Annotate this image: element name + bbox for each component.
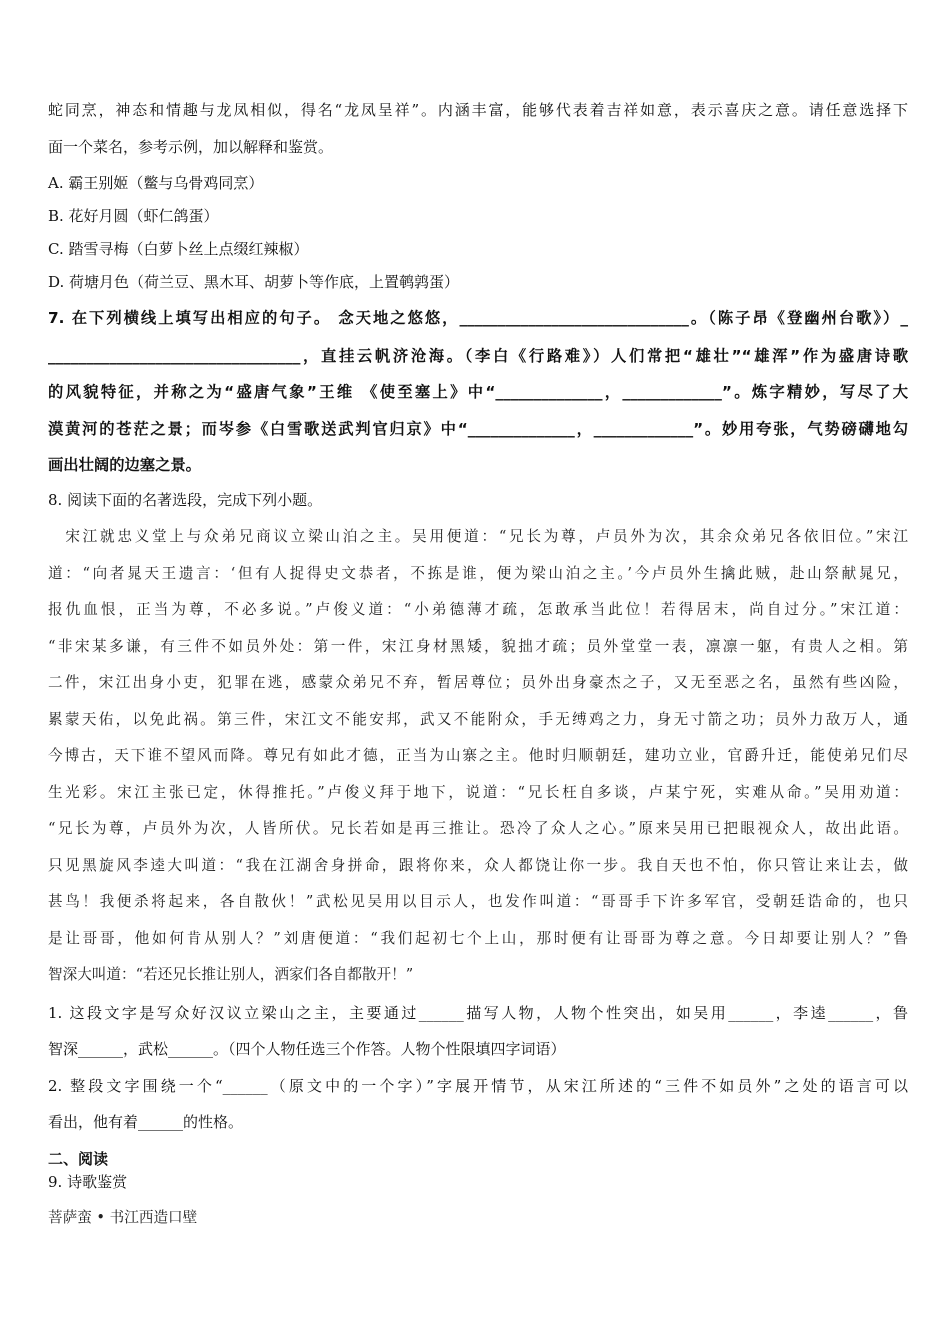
option-d: D. 荷塘月色（荷兰豆、黑木耳、胡萝卜等作底，上置鹌鹑蛋） xyxy=(48,273,460,291)
poem-title: 菩萨蛮 • 书江西造口壁 xyxy=(48,1209,198,1226)
passage-line: 只见黑旋风李逵大叫道：“我在江湖舍身拼命，跟将你来，众人都饶让你一步。我自天也不怕，你只管让来让去，做 xyxy=(48,857,908,874)
passage-line: 累蒙天佑，以免此祸。第三件，宋江文不能安邦，武又不能附众，手无缚鸡之力，身无寸箭之功；员外力敌万人，通 xyxy=(48,711,908,728)
q7-line-5: 画出壮阔的边塞之景。 xyxy=(48,456,201,474)
option-a: A. 霸王别姬（鳖与乌骨鸡同烹） xyxy=(48,174,264,192)
q8-title: 8. 阅读下面的名著选段，完成下列小题。 xyxy=(48,491,323,509)
q9-title: 9. 诗歌鉴赏 xyxy=(48,1173,128,1191)
passage-line: 道：“向者晁天王遗言：‘但有人捉得史文恭者，不拣是谁，便为梁山泊之主。’今卢员外生擒此贼，赴山祭献晁兄， xyxy=(48,565,908,582)
passage-line: “兄长为尊，卢员外为次，人皆所伏。兄长若如是再三推让。恐冷了众人之心。”原来吴用已把眼视众人，故出此语。 xyxy=(48,820,908,837)
option-b: B. 花好月圆（虾仁鸽蛋） xyxy=(48,207,219,225)
q7-line-2: _________________________________，直挂云帆济沧海。（李白《行路难》）人们常把“雄壮”“雄浑”作为盛唐诗歌 xyxy=(48,347,908,365)
passage-line: “非宋某多谦，有三件不如员外处：第一件，宋江身材黑矮，貌拙才疏；员外堂堂一表，凛凛一躯，有贵人之相。第 xyxy=(48,638,908,655)
sub-question-1-line-2: 智深______，武松______。（四个人物任选三个作答。人物个性限填四字词语） xyxy=(48,1040,566,1058)
intro-line-2: 面一个菜名，参考示例，加以解释和鉴赏。 xyxy=(48,138,334,156)
passage-line: 二件，宋江出身小吏，犯罪在逃，感蒙众弟兄不弃，暂居尊位；员外出身豪杰之子，又无至恶之名，虽然有些凶险， xyxy=(48,674,908,691)
passage-line: 甚鸟！我便杀将起来，各自散伙！”武松见吴用以目示人，也发作叫道：“哥哥手下许多军官，受朝廷诰命的，也只 xyxy=(48,893,908,910)
passage-line: 宋江就忠义堂上与众弟兄商议立梁山泊之主。吴用便道：“兄长为尊，卢员外为次，其余众弟兄各依旧位。”宋江 xyxy=(48,528,908,545)
passage-line: 生光彩。宋江主张已定，休得推托。”卢俊义拜于地下，说道：“兄长枉自多谈，卢某宁死，实难从命。”吴用劝道： xyxy=(48,784,908,801)
q7-line-1: 7. 在下列横线上填写出相应的句子。 念天地之悠悠，______________________________。（陈子昂《登幽州台歌》）_ xyxy=(48,309,908,327)
passage-line: 今博古，天下谁不望风而降。尊兄有如此才德，正当为山寨之主。他时归顺朝廷，建功立业，官爵升迁，能使弟兄们尽 xyxy=(48,747,908,764)
sub-question-1-line-1: 1. 这段文字是写众好汉议立梁山之主，主要通过______描写人物，人物个性突出，如吴用______，李逵______，鲁 xyxy=(48,1004,908,1022)
section-heading: 二、阅读 xyxy=(48,1150,109,1168)
sub-question-2-line-1: 2. 整段文字围绕一个“______（原文中的一个字）”字展开情节，从宋江所述的“三件不如员外”之处的语言可以 xyxy=(48,1077,908,1095)
passage-line: 报仇血恨，正当为尊，不必多说。”卢俊义道：“小弟德薄才疏，怎敢承当此位！若得居末，尚自过分。”宋江道： xyxy=(48,601,908,618)
sub-question-2-line-2: 看出，他有着______的性格。 xyxy=(48,1113,244,1131)
intro-line-1: 蛇同烹，神态和情趣与龙凤相似，得名“龙凤呈祥”。内涵丰富，能够代表着吉祥如意，表示喜庆之意。请任意选择下 xyxy=(48,101,908,119)
q7-line-3: 的风貌特征，并称之为“盛唐气象”王维 《使至塞上》中“______________，_____________”。炼字精妙，写尽了大 xyxy=(48,383,908,401)
option-c: C. 踏雪寻梅（白萝卜丝上点缀红辣椒） xyxy=(48,240,309,258)
passage-line: 是让哥哥，他如何肯从别人？”刘唐便道：“我们起初七个上山，那时便有让哥哥为尊之意。今日却要让别人？”鲁 xyxy=(48,930,908,947)
passage-line: 智深大叫道：“若还兄长推让别人，洒家们各自都散开！” xyxy=(48,966,414,983)
q7-line-4: 漠黄河的苍茫之景；而岑参《白雪歌送武判官归京》中“______________，_____________”。妙用夸张，气势磅礴地勾 xyxy=(48,420,908,438)
